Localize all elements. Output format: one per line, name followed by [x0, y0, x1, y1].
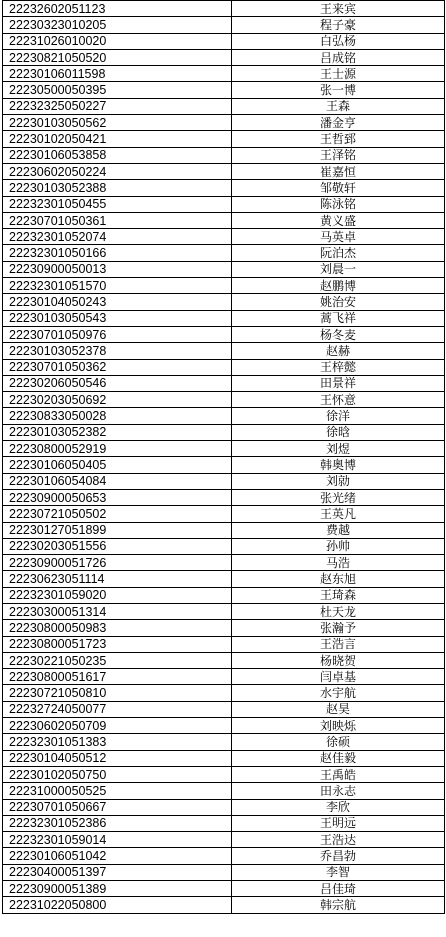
student-id-cell: 22230106051042: [3, 848, 232, 864]
table-row: [3, 620, 445, 636]
student-name-cell: 姚治安: [232, 294, 445, 310]
table-row: [3, 1, 445, 17]
student-name-cell: 徐洋: [232, 408, 445, 424]
student-id-cell: 22232724050077: [3, 701, 232, 717]
student-name-cell: 刘煜: [232, 441, 445, 457]
table-row: [3, 359, 445, 375]
table-body: [3, 1, 445, 914]
student-id-cell: 22231026010020: [3, 33, 232, 49]
student-name-cell: 费越: [232, 522, 445, 538]
student-name-cell: 王英凡: [232, 506, 445, 522]
student-id-cell: 22230300051314: [3, 603, 232, 619]
table-row: [3, 229, 445, 245]
table-row: [3, 131, 445, 147]
student-name-cell: 王琦森: [232, 587, 445, 603]
student-id-cell: 22232301052386: [3, 815, 232, 831]
student-name-cell: 田永志: [232, 783, 445, 799]
table-row: [3, 897, 445, 913]
student-name-cell: 陈泳铭: [232, 196, 445, 212]
student-id-cell: 22230800051723: [3, 636, 232, 652]
table-row: [3, 815, 445, 831]
student-name-cell: 马英卓: [232, 229, 445, 245]
table-row: [3, 163, 445, 179]
table-row: [3, 571, 445, 587]
student-table: [2, 0, 445, 914]
student-id-cell: 22230103052382: [3, 424, 232, 440]
student-id-cell: 22232301050455: [3, 196, 232, 212]
table-row: [3, 261, 445, 277]
table-row: [3, 636, 445, 652]
table-row: [3, 457, 445, 473]
student-id-cell: 22230821050520: [3, 49, 232, 65]
student-name-cell: 王泽铭: [232, 147, 445, 163]
student-name-cell: 王禹皓: [232, 766, 445, 782]
table-row: [3, 538, 445, 554]
table-row: [3, 718, 445, 734]
table-row: [3, 147, 445, 163]
student-id-cell: 22230323010205: [3, 17, 232, 33]
student-id-cell: 22230104050243: [3, 294, 232, 310]
table-row: [3, 685, 445, 701]
student-id-cell: 22232301059020: [3, 587, 232, 603]
student-id-cell: 22231000050525: [3, 783, 232, 799]
student-id-cell: 22230127051899: [3, 522, 232, 538]
table-row: [3, 375, 445, 391]
table-row: [3, 506, 445, 522]
student-name-cell: 程子豪: [232, 17, 445, 33]
student-id-cell: 22232301051570: [3, 278, 232, 294]
student-name-cell: 刘勍: [232, 473, 445, 489]
student-id-cell: 22230701050361: [3, 212, 232, 228]
student-name-cell: 黄义盛: [232, 212, 445, 228]
table-row: [3, 766, 445, 782]
student-id-cell: 22230800050983: [3, 620, 232, 636]
student-name-cell: 王浩言: [232, 636, 445, 652]
student-name-cell: 杨晓贺: [232, 652, 445, 668]
student-name-cell: 王哲郅: [232, 131, 445, 147]
student-name-cell: 赵佳毅: [232, 750, 445, 766]
student-name-cell: 刘晨一: [232, 261, 445, 277]
student-name-cell: 韩奥博: [232, 457, 445, 473]
table-row: [3, 180, 445, 196]
student-id-cell: 22230500050395: [3, 82, 232, 98]
table-row: [3, 98, 445, 114]
student-name-cell: 杜天龙: [232, 603, 445, 619]
student-name-cell: 李智: [232, 864, 445, 880]
table-row: [3, 473, 445, 489]
table-row: [3, 881, 445, 897]
student-name-cell: 徐硕: [232, 734, 445, 750]
student-id-cell: 22230102050421: [3, 131, 232, 147]
student-name-cell: 韩宗航: [232, 897, 445, 913]
student-id-cell: 22230206050546: [3, 375, 232, 391]
table-row: [3, 294, 445, 310]
student-name-cell: 赵东旭: [232, 571, 445, 587]
table-row: [3, 408, 445, 424]
student-id-cell: 22232301059014: [3, 832, 232, 848]
student-id-cell: 22230103052378: [3, 343, 232, 359]
table-row: [3, 326, 445, 342]
student-name-cell: 刘映烁: [232, 718, 445, 734]
student-id-cell: 22230400051397: [3, 864, 232, 880]
table-row: [3, 245, 445, 261]
table-row: [3, 196, 445, 212]
student-id-cell: 22230900050013: [3, 261, 232, 277]
student-id-cell: 22230102050750: [3, 766, 232, 782]
student-id-cell: 22230203051556: [3, 538, 232, 554]
student-name-cell: 赵赫: [232, 343, 445, 359]
table-row: [3, 82, 445, 98]
table-row: [3, 864, 445, 880]
student-name-cell: 吕佳琦: [232, 881, 445, 897]
table-row: [3, 587, 445, 603]
student-id-cell: 22230701050667: [3, 799, 232, 815]
student-id-cell: 22230701050362: [3, 359, 232, 375]
table-row: [3, 424, 445, 440]
student-id-cell: 22230103052388: [3, 180, 232, 196]
table-row: [3, 848, 445, 864]
table-row: [3, 750, 445, 766]
student-name-cell: 王梓懿: [232, 359, 445, 375]
student-id-cell: 22232301051383: [3, 734, 232, 750]
student-name-cell: 赵昊: [232, 701, 445, 717]
student-name-cell: 王来宾: [232, 1, 445, 17]
table-row: [3, 701, 445, 717]
table-row: [3, 555, 445, 571]
table-row: [3, 652, 445, 668]
table-row: [3, 669, 445, 685]
student-name-cell: 闫卓基: [232, 669, 445, 685]
student-name-cell: 王明远: [232, 815, 445, 831]
student-id-cell: 22230104050512: [3, 750, 232, 766]
student-name-cell: 赵鹏博: [232, 278, 445, 294]
student-id-cell: 22232602051123: [3, 1, 232, 17]
student-id-cell: 22232301050166: [3, 245, 232, 261]
table-row: [3, 212, 445, 228]
student-name-cell: 张一博: [232, 82, 445, 98]
student-name-cell: 李欣: [232, 799, 445, 815]
student-id-cell: 22230221050235: [3, 652, 232, 668]
student-name-cell: 王森: [232, 98, 445, 114]
student-id-cell: 22230106054084: [3, 473, 232, 489]
table-row: [3, 66, 445, 82]
table-row: [3, 343, 445, 359]
student-id-cell: 22230106053858: [3, 147, 232, 163]
student-id-cell: 22230701050976: [3, 326, 232, 342]
student-name-cell: 张瀚予: [232, 620, 445, 636]
student-id-cell: 22230900051726: [3, 555, 232, 571]
student-name-cell: 潘金亨: [232, 115, 445, 131]
table-row: [3, 17, 445, 33]
student-name-cell: 王士源: [232, 66, 445, 82]
table-row: [3, 392, 445, 408]
table-row: [3, 489, 445, 505]
student-id-cell: 22231022050800: [3, 897, 232, 913]
student-id-cell: 22232301052074: [3, 229, 232, 245]
table-row: [3, 799, 445, 815]
student-id-cell: 22230623051114: [3, 571, 232, 587]
table-row: [3, 603, 445, 619]
student-name-cell: 白弘杨: [232, 33, 445, 49]
student-id-cell: 22230800052919: [3, 441, 232, 457]
student-id-cell: 22230800051617: [3, 669, 232, 685]
student-id-cell: 22230106050405: [3, 457, 232, 473]
table-row: [3, 832, 445, 848]
table-row: [3, 441, 445, 457]
student-id-cell: 22230900051389: [3, 881, 232, 897]
student-name-cell: 阮泊杰: [232, 245, 445, 261]
student-name-cell: 邹敬轩: [232, 180, 445, 196]
student-name-cell: 徐晗: [232, 424, 445, 440]
table-row: [3, 734, 445, 750]
student-name-cell: 杨冬麦: [232, 326, 445, 342]
table-row: [3, 310, 445, 326]
student-id-cell: 22230602050224: [3, 163, 232, 179]
student-name-cell: 马浩: [232, 555, 445, 571]
student-id-cell: 22230203050692: [3, 392, 232, 408]
table-row: [3, 522, 445, 538]
student-name-cell: 乔昌勃: [232, 848, 445, 864]
student-id-cell: 22230602050709: [3, 718, 232, 734]
table-row: [3, 49, 445, 65]
student-name-cell: 吕成铭: [232, 49, 445, 65]
table-row: [3, 783, 445, 799]
student-id-cell: 22230833050028: [3, 408, 232, 424]
student-id-cell: 22230103050543: [3, 310, 232, 326]
student-id-cell: 22230721050810: [3, 685, 232, 701]
student-name-cell: 蒿飞祥: [232, 310, 445, 326]
student-name-cell: 水宇航: [232, 685, 445, 701]
student-name-cell: 张光绪: [232, 489, 445, 505]
student-name-cell: 崔嘉恒: [232, 163, 445, 179]
student-id-cell: 22230106011598: [3, 66, 232, 82]
student-id-cell: 22230721050502: [3, 506, 232, 522]
student-id-cell: 22230900050653: [3, 489, 232, 505]
student-id-cell: 22230103050562: [3, 115, 232, 131]
table-row: [3, 278, 445, 294]
student-id-cell: 22232325050227: [3, 98, 232, 114]
student-name-cell: 孙帅: [232, 538, 445, 554]
student-name-cell: 王浩达: [232, 832, 445, 848]
table-row: [3, 33, 445, 49]
table-row: [3, 115, 445, 131]
student-name-cell: 田景祥: [232, 375, 445, 391]
student-name-cell: 王怀意: [232, 392, 445, 408]
